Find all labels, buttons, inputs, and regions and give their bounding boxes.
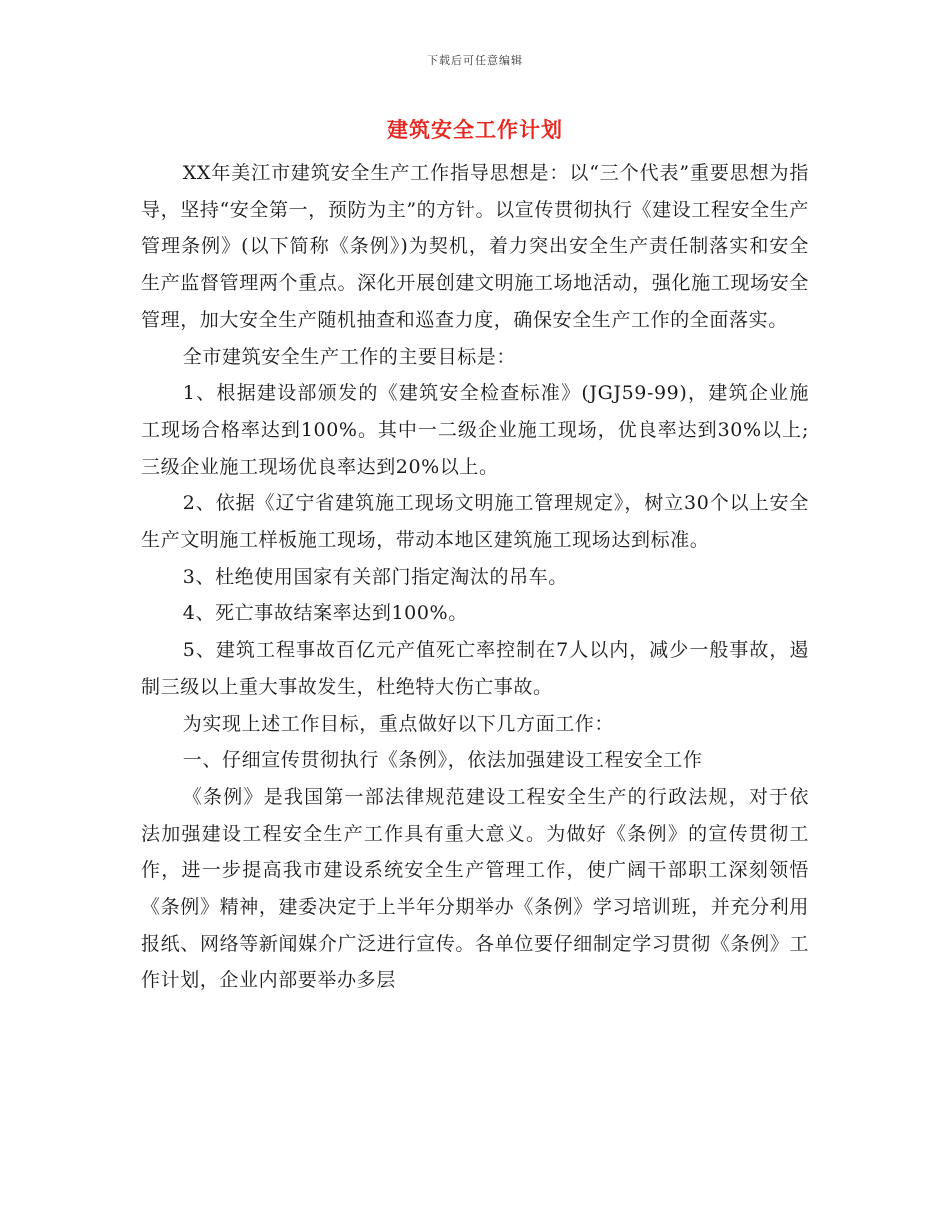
paragraph-goal-1: 1、根据建设部颁发的《建筑安全检查标准》(JGJ59-99)，建筑企业施工现场合格率达到100%。其中一二级企业施工现场，优良率达到30%以上;三级企业施工现场优良率达到20%以上。 [141, 382, 809, 478]
header-note: 下载后可任意编辑 [427, 54, 523, 67]
paragraph-goals-intro: 全市建筑安全生产工作的主要目标是： [182, 345, 516, 368]
paragraph-goal-2: 2、依据《辽宁省建筑施工现场文明施工管理规定》，树立30个以上安全生产文明施工样板施工现场，带动本地区建筑施工现场达到标准。 [141, 492, 809, 552]
paragraph-regulation: 《条例》是我国第一部法律规范建设工程安全生产的行政法规，对于依法加强建设工程安全生产工作具有重大意义。为做好《条例》的宣传贯彻工作，进一步提高我市建设系统安全生产管理工作，使广阔干部职工深刻领悟《条例》精神，建委决定于上半年分期举办《条例》学习培训班，并充分利用报纸、网络等新闻媒介广泛进行宣传。各单位要仔细制定学习贯彻《条例》工作计划，企业内部要举办多层 [141, 785, 809, 992]
paragraph-goal-4: 4、死亡事故结案率达到100%。 [182, 602, 468, 625]
paragraph-work-intro: 为实现上述工作目标，重点做好以下几方面工作： [182, 712, 614, 735]
document-title: 建筑安全工作计划 [387, 118, 563, 142]
section-heading-1: 一、仔细宣传贯彻执行《条例》，依法加强建设工程安全工作 [182, 749, 703, 772]
paragraph-goal-3: 3、杜绝使用国家有关部门指定淘汰的吊车。 [182, 565, 568, 588]
document-body [141, 155, 809, 999]
paragraph-guiding-ideology: XX年美江市建筑安全生产工作指导思想是：以“三个代表”重要思想为指导，坚持“安全第一，预防为主”的方针。以宣传贯彻执行《建设工程安全生产管理条例》(以下简称《条例》)为契机，着力突出安全生产责任制落实和安全生产监督管理两个重点。深化开展创建文明施工场地活动，强化施工现场安全管理，加大安全生产随机抽查和巡查力度，确保安全生产工作的全面落实。 [141, 162, 809, 331]
paragraph-goal-5: 5、建筑工程事故百亿元产值死亡率控制在7人以内，减少一般事故，遏制三级以上重大事故发生，杜绝特大伤亡事故。 [141, 639, 809, 698]
